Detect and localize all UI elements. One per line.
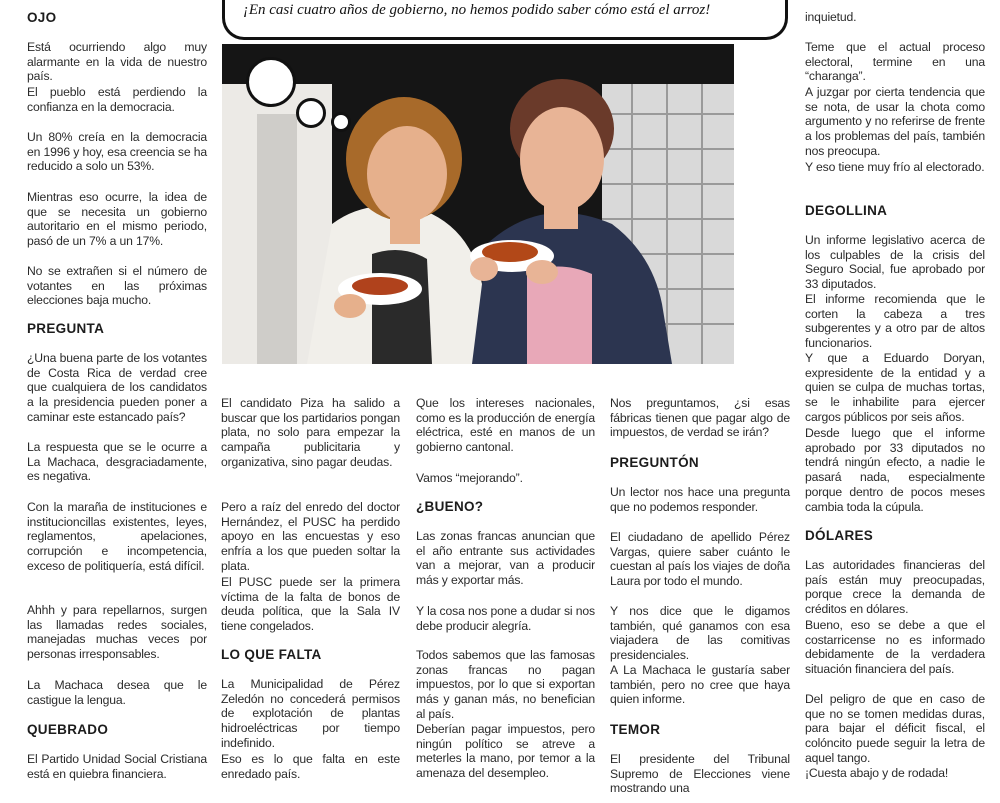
paragraph: Desde luego que el informe aprobado por 33 diputados no tendrá ningún efecto, a nadie le pasará nada, especialmente porque dentro de pocos meses cambia toda la cúpula. xyxy=(805,426,985,514)
paragraph: Bueno, eso se debe a que el costarricense no es informado debidamente de la verdadera situación financiera del país. xyxy=(805,618,985,677)
paragraph: Y la cosa nos pone a dudar si nos debe producir alegría. xyxy=(416,604,595,633)
paragraph: El informe recomienda que le corten la cabeza a tres subgerentes y a otro par de altos funcionarios. xyxy=(805,292,985,351)
paragraph: inquietud. xyxy=(805,10,857,24)
paragraph: Mientras eso ocurre, la idea de que se necesita un gobierno autoritario en el mismo periodo, pasó de un 7% a un 17%. xyxy=(27,190,207,249)
paragraph: La Machaca desea que le castigue la lengua. xyxy=(27,678,207,707)
section-title-ojo: OJO xyxy=(27,10,57,25)
speech-bubble xyxy=(222,0,788,40)
paragraph: Un lector nos hace una pregunta que no podemos responder. xyxy=(610,485,790,514)
paragraph: El candidato Piza ha salido a buscar que los partidarios pongan plata, no solo para empezar la campaña publicitaria y organizativa, sino pagar deudas. xyxy=(221,396,400,469)
paragraph: Un 80% creía en la democracia en 1996 y hoy, esa creencia se ha reducido a solo un 53%. xyxy=(27,130,207,174)
paragraph: Todos sabemos que las famosas zonas francas no pagan impuestos, por lo que si exportan más y ganan más, no benefician al país. xyxy=(416,648,595,721)
paragraph: ¿Una buena parte de los votantes de Costa Rica de verdad cree que cualquiera de los candidatos a la presidencia pueden poner a caminar este estancado país? xyxy=(27,351,207,424)
section-title-pregunton: PREGUNTÓN xyxy=(610,455,699,470)
paragraph: La Municipalidad de Pérez Zeledón no concederá permisos de explotación de plantas hidroeléctricas por tiempo indefinido. xyxy=(221,677,400,750)
paragraph: Y eso tiene muy frío al electorado. xyxy=(805,160,985,174)
paragraph: Deberían pagar impuestos, pero ningún político se atreve a meterles la mano, por temor a la amenaza del desempleo. xyxy=(416,722,595,781)
thought-bubble-large xyxy=(246,57,296,107)
paragraph: El Partido Unidad Social Cristiana está en quiebra financiera. xyxy=(27,752,207,781)
paragraph: A La Machaca le gustaría saber también, pero no cree que haya quien informe. xyxy=(610,663,790,707)
paragraph: Con la maraña de instituciones e institucioncillas existentes, leyes, reglamentos, apelaciones, corrupción e incompetencia, exceso de politiquería, está difícil. xyxy=(27,500,207,573)
thought-bubble-small xyxy=(331,112,351,132)
section-title-dolares: DÓLARES xyxy=(805,528,874,543)
section-title-bueno: ¿BUENO? xyxy=(416,499,484,514)
paragraph: El pueblo está perdiendo la confianza en la democracia. xyxy=(27,85,207,114)
section-title-quebrado: QUEBRADO xyxy=(27,722,109,737)
section-title-pregunta: PREGUNTA xyxy=(27,321,105,336)
paragraph: Un informe legislativo acerca de los culpables de la crisis del Seguro Social, fue aprobado por 33 diputados. xyxy=(805,233,985,292)
paragraph: Nos preguntamos, ¿si esas fábricas tienen que pagar algo de impuestos, de verdad se irán? xyxy=(610,396,790,440)
paragraph: Que los intereses nacionales, como es la producción de energía eléctrica, esté en manos de un gobierno cantonal. xyxy=(416,396,595,455)
paragraph: Y nos dice que le digamos también, qué ganamos con esa viajadera de las comitivas presidenciales. xyxy=(610,604,790,663)
paragraph: Ahhh y para repellarnos, surgen las llamadas redes sociales, manejadas muchas veces por personas irresponsables. xyxy=(27,603,207,662)
bubble-quote: ¡En casi cuatro años de gobierno, no hemos podido saber cómo está el arroz! xyxy=(243,2,711,18)
paragraph: El ciudadano de apellido Pérez Vargas, quiere saber cuánto le cuestan al país los viajes de doña Laura por todo el mundo. xyxy=(610,530,790,589)
paragraph: No se extrañen si el número de votantes en las próximas elecciones baja mucho. xyxy=(27,264,207,308)
paragraph: El PUSC puede ser la primera víctima de la falta de bonos de deuda política, que la Sala IV tiene congelados. xyxy=(221,575,400,634)
paragraph: ¡Cuesta abajo y de rodada! xyxy=(805,766,949,780)
paragraph: Pero a raíz del enredo del doctor Hernández, el PUSC ha perdido apoyo en las encuestas y eso enfría a los que pueden soltar la plata. xyxy=(221,500,400,573)
paragraph: Vamos “mejorando”. xyxy=(416,471,523,485)
photo-illustration xyxy=(222,44,734,364)
photo xyxy=(222,44,734,364)
paragraph: Teme que el actual proceso electoral, termine en una “charanga”. xyxy=(805,40,985,84)
paragraph: Las autoridades financieras del país están muy preocupadas, porque crece la demanda de créditos en dólares. xyxy=(805,558,985,617)
paragraph: El presidente del Tribunal Supremo de Elecciones viene mostrando una xyxy=(610,752,790,796)
paragraph: Del peligro de que en caso de que no se tomen medidas duras, para bajar el déficit fiscal, el colóncito puede seguir la letra de aquel tango. xyxy=(805,692,985,765)
section-title-temor: TEMOR xyxy=(610,722,661,737)
paragraph: Está ocurriendo algo muy alarmante en la vida de nuestro país. xyxy=(27,40,207,84)
paragraph: Y que a Eduardo Doryan, expresidente de la entidad y a quien se culpa de muchas tortas, se le inhabilite para ejercer cargos públicos por seis años. xyxy=(805,351,985,424)
section-title-degollina: DEGOLLINA xyxy=(805,203,888,218)
paragraph: Eso es lo que falta en este enredado país. xyxy=(221,752,400,781)
paragraph: A juzgar por cierta tendencia que se nota, de usar la chota como argumento y no referirse de frente a los problemas del país, también nos preocupa. xyxy=(805,85,985,158)
section-title-lo-que-falta: LO QUE FALTA xyxy=(221,647,322,662)
thought-bubble-medium xyxy=(296,98,326,128)
paragraph: Las zonas francas anuncian que el año entrante sus actividades van a mejorar, van a producir más y exportar más. xyxy=(416,529,595,588)
paragraph: La respuesta que se le ocurre a La Machaca, desgraciadamente, es negativa. xyxy=(27,440,207,484)
